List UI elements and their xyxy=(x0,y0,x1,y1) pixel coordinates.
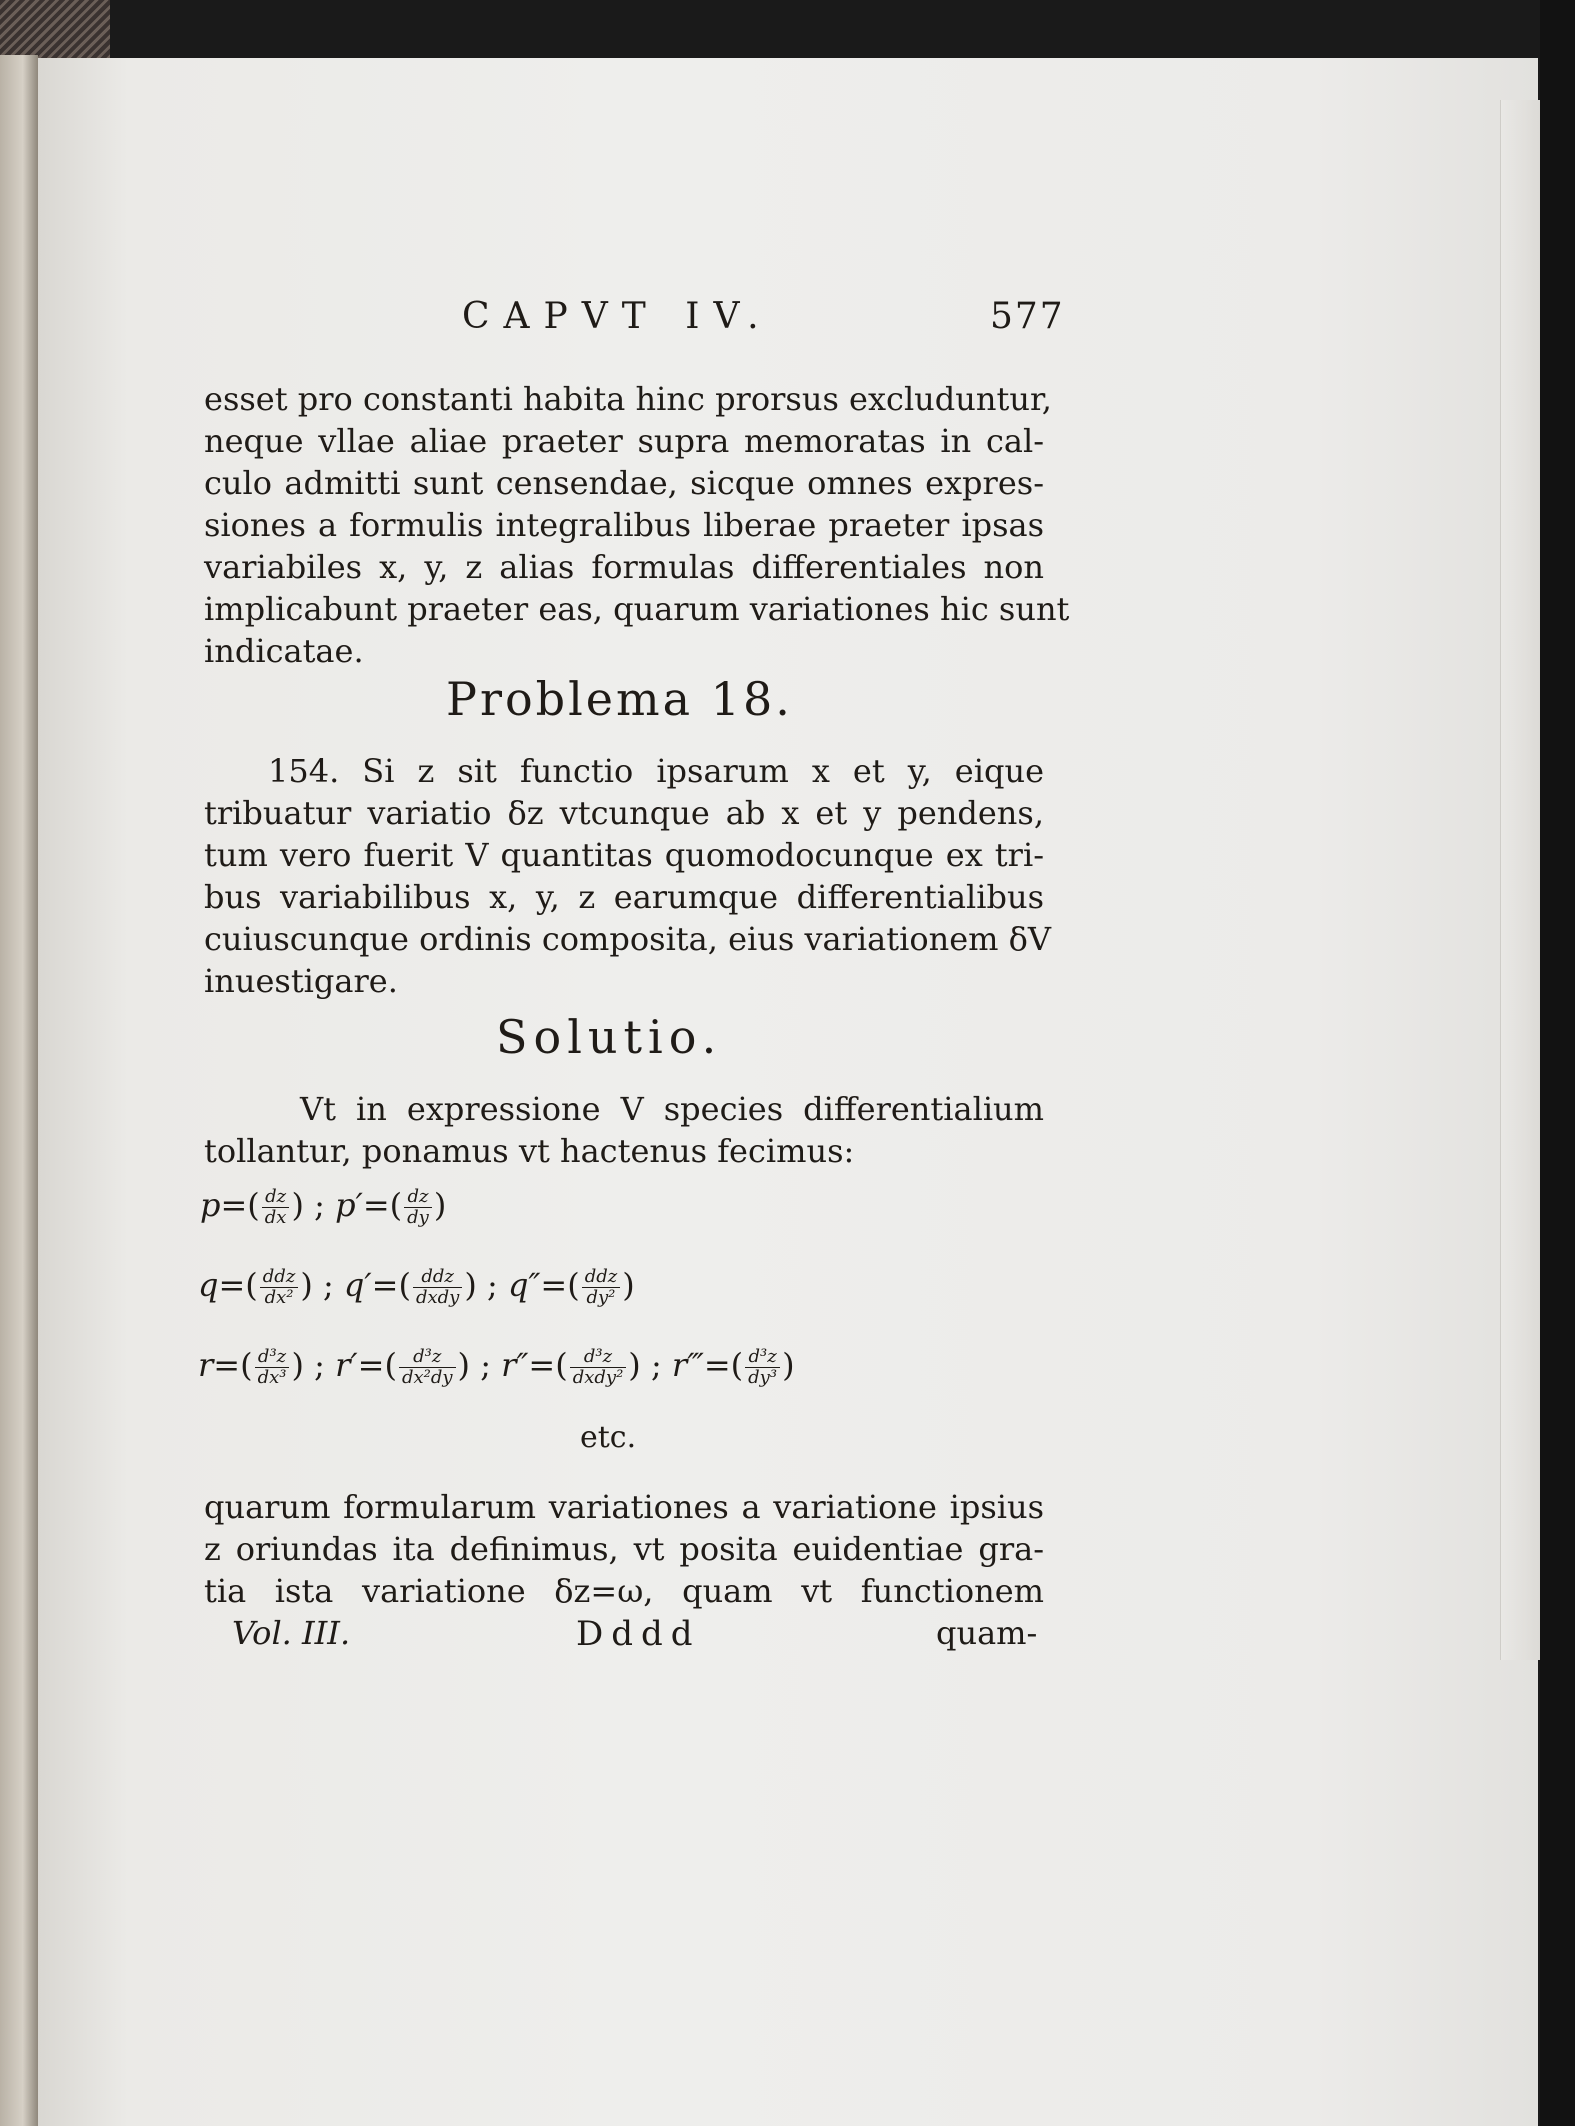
intro-line: implicabunt praeter eas, quarum variationes hic sunt xyxy=(204,590,1070,628)
equation-row-2: q=( $\frac{\text{ddz}}{\text{dx²}}$ ) ; q′=( $\frac{\text{ddz}}{\text{dxdy}}$ ) ; q″=( $\frac{\text{ddz}}{\text{dy²}}$ ) xyxy=(198,1266,635,1308)
equation-row-1: p=( $\frac{dz}{dx}$ ) ; p′=( $\frac{dz}{dy}$ ) xyxy=(200,1186,447,1228)
closing-line: quarum formularum variationes a variatione ipsius xyxy=(204,1488,1044,1526)
etc-label: etc. xyxy=(580,1420,637,1455)
problem-line: bus variabilibus x, y, z earumque differentialibus xyxy=(204,878,1044,916)
previous-leaf-edge xyxy=(0,55,38,2126)
problem-heading: Problema 18. xyxy=(446,672,793,726)
intro-line: neque vllae aliae praeter supra memoratas in cal- xyxy=(204,422,1044,460)
solutio-heading: Solutio. xyxy=(496,1010,723,1064)
catchword: quam- xyxy=(936,1614,1038,1652)
closing-line: tia ista variatione δz=ω, quam vt functionem xyxy=(204,1572,1044,1610)
volume-label: Vol. III. xyxy=(232,1614,351,1652)
closing-line: z oriundas ita definimus, vt posita euidentiae gra- xyxy=(204,1530,1044,1568)
intro-line: esset pro constanti habita hinc prorsus excluduntur, xyxy=(204,380,1052,418)
intro-line: indicatae. xyxy=(204,632,364,670)
solutio-line: Vt in expressione V species differentialium xyxy=(300,1090,1044,1128)
equation-row-3: r=( $\frac{\text{d³z}}{\text{dx³}}$ ) ; r′=( $\frac{\text{d³z}}{\text{dx²dy}}$ ) ; r″=( $\frac{\text{d³z}}{\text{dxdy²}}$ ) ; r‴=( $\frac{\text{d³z}}{\text{dy³}}$ ) xyxy=(198,1346,795,1388)
page-fore-edge xyxy=(1500,100,1541,1660)
solutio-line: tollantur, ponamus vt hactenus fecimus: xyxy=(204,1132,855,1170)
running-head: CAPVT IV. xyxy=(462,296,773,337)
page-number: 577 xyxy=(990,296,1065,337)
problem-line: tum vero fuerit V quantitas quomodocunque ex tri- xyxy=(204,836,1044,874)
problem-line: tribuatur variatio δz vtcunque ab x et y pendens, xyxy=(204,794,1044,832)
scan-border xyxy=(1540,0,1575,2126)
intro-line: variabiles x, y, z alias formulas differentiales non xyxy=(204,548,1044,586)
problem-line: inuestigare. xyxy=(204,962,398,1000)
problem-line: cuiuscunque ordinis composita, eius variationem δV xyxy=(204,920,1052,958)
signature-mark: Dddd xyxy=(576,1614,701,1654)
intro-line: siones a formulis integralibus liberae praeter ipsas xyxy=(204,506,1044,544)
problem-line: 154. Si z sit functio ipsarum x et y, eique xyxy=(268,752,1044,790)
intro-line: culo admitti sunt censendae, sicque omnes expres- xyxy=(204,464,1044,502)
binding-cloth xyxy=(0,0,110,60)
